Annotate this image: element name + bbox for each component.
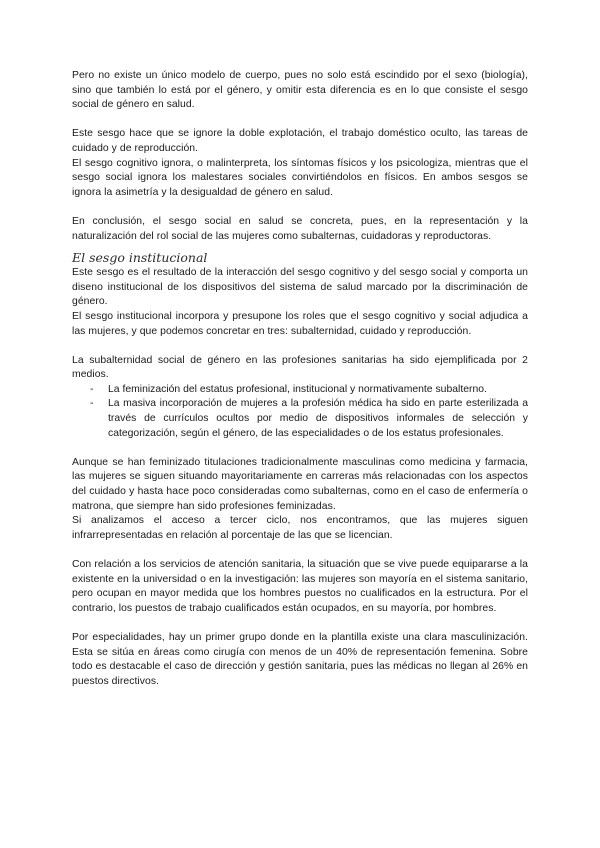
section-heading-institutional-bias: El sesgo institucional: [72, 250, 208, 266]
paragraph-institutional-roles: El sesgo institucional incorpora y presupone los roles que el sesgo cognitivo y social adjudica a las mujeres, y que podemos concretar en tres: subalternidad, cuidado y reproducción.: [72, 310, 528, 337]
paragraph-double-exploitation: Este sesgo hace que se ignore la doble explotación, el trabajo doméstico oculto, las tareas de cuidado y de reproducción.: [72, 128, 528, 154]
paragraph-health-services: Con relación a los servicios de atención sanitaria, la situación que se vive puede equipararse a la existente en la universidad o en la investigación: las mujeres son mayoría en el sistema sanitario, pero ocupan en mayor medida que los hombres puestos no cualificados en la estructura. Por el contrario, los puestos de trabajo cualificados están ocupados, en su mayoría, por hombres.: [72, 559, 528, 614]
spacer: [72, 543, 528, 558]
spacer: [72, 113, 528, 128]
paragraph-institutional-origin: Este sesgo es el resultado de la interacción del sesgo cognitivo y del sesgo social y comporta un diseno institucional de los dispositivos del sistema de salud marcado por la discriminación de género.: [72, 267, 528, 308]
dash-bullet-icon: -: [90, 398, 94, 410]
paragraph-cognitive-bias: El sesgo cognitivo ignora, o malinterpreta, los síntomas físicos y los psicologiza, mientras que el sesgo social ignora los malestares sociales convirtiéndolos en físicos. En ambos sesgos se ignora la asimetría y la desigualdad de género en salud.: [72, 157, 528, 198]
paragraph-feminized-degrees: Aunque se han feminizado titulaciones tradicionalmente masculinas como medicina y farmacia, las mujeres se siguen situando mayoritariamente en carreras más relacionadas con los aspectos del cuidado y hasta hace poco consideradas como subalternas, como en el caso de enfermería o matrona, que siempre han sido profesiones feminizadas.: [72, 456, 528, 512]
dash-bullet-icon: -: [90, 383, 94, 395]
spacer: [72, 339, 528, 354]
dash-list: [72, 383, 528, 441]
spacer: [72, 441, 528, 456]
paragraph-third-cycle: Si analizamos el acceso a tercer ciclo, nos encontramos, que las mujeres siguen infrarrepresentadas en relación al porcentaje de las que se licencian.: [72, 515, 528, 541]
list-item-text: La masiva incorporación de mujeres a la profesión médica ha sido en parte esterilizada a través de currículos ocultos por medio de dispositivos informales de selección y categorización, según el género, de las especialidades o de los estatus profesionales.: [108, 398, 528, 439]
list-item: [72, 397, 528, 441]
paragraph-specialties: Por especialidades, hay un primer grupo donde en la plantilla existe una clara masculinización. Esta se sitúa en áreas como cirugía con menos de un 40% de representación femenina. Sobre todo es destacable el caso de dirección y gestión sanitaria, pues las médicas no llegan al 26% en puestos directivos.: [72, 631, 528, 687]
list-item-text: La feminización del estatus profesional, institucional y normativamente subalterno.: [108, 383, 487, 395]
paragraph-body-model: Pero no existe un único modelo de cuerpo, pues no solo está escindido por el sexo (biología), sino que también lo está por el género, y omitir esta diferencia es en lo que consiste el sesgo social de género en salud.: [72, 70, 528, 111]
paragraph-conclusion: En conclusión, el sesgo social en salud se concreta, pues, en la representación y la naturalización del rol social de las mujeres como subalternas, cuidadoras y reproductoras.: [72, 215, 528, 242]
list-item: [72, 383, 528, 398]
spacer: [72, 200, 528, 215]
spacer: [72, 616, 528, 631]
paragraph-subalternity: La subalternidad social de género en las profesiones sanitarias ha sido ejemplificada por 2 medios.: [72, 354, 528, 381]
